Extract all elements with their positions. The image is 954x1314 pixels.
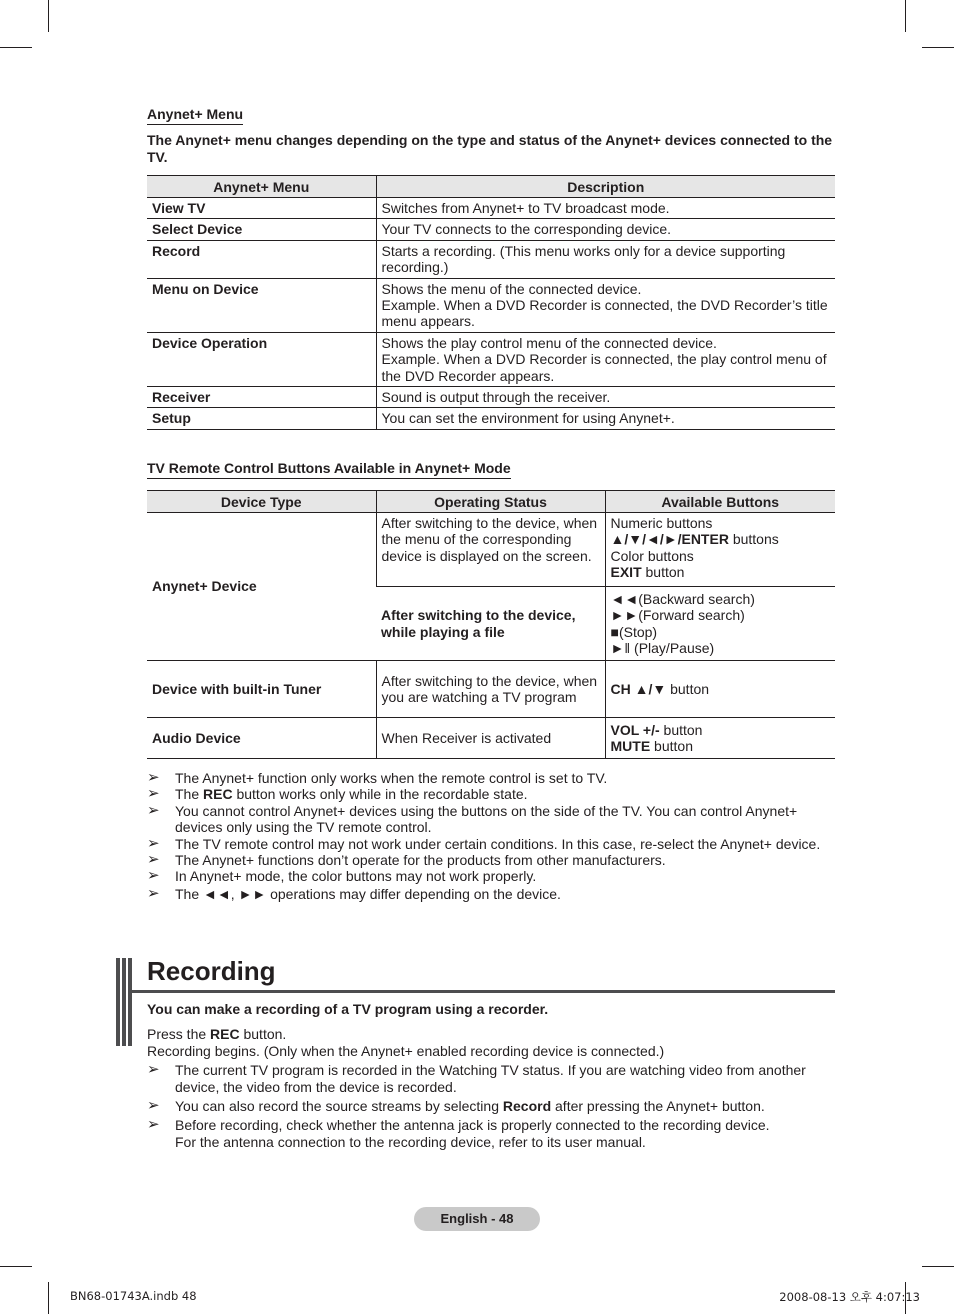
menu-item-name: Select Device [147,219,376,240]
rec-button-label: REC [210,1026,240,1042]
note-arrow-icon: ➢ [147,851,160,869]
note-text: after pressing the Anynet+ button. [551,1098,765,1114]
menu-item-description: You can set the environment for using Anynet+. [376,408,835,429]
menu-item-description: Your TV connects to the corresponding device. [376,219,835,240]
description-line: Example. When a DVD Recorder is connected, the play control menu of the DVD Recorder appears. [381,351,827,384]
arrow-buttons-label: ▲/▼/◄/►/ [610,531,682,548]
note-item [147,770,837,786]
enter-button-label: ENTER [681,531,729,548]
page-number-badge: English - 48 [414,1207,540,1231]
button-line: Color buttons [610,547,694,564]
recording-notes-list [147,1062,837,1150]
table-row [147,240,835,278]
button-suffix: button [650,738,693,754]
crop-mark [922,47,954,48]
anynet-menu-intro: The Anynet+ menu changes depending on the type and status of the Anynet+ devices connected to the TV. [147,132,833,165]
menu-item-description: Switches from Anynet+ to TV broadcast mode. [376,198,835,219]
footer-file-label: BN68-01743A.indb 48 [70,1289,197,1303]
remote-buttons-table [147,490,835,759]
table-row [147,332,835,386]
device-type: Device with built-in Tuner [147,661,376,718]
ch-button-label: CH ▲/▼ [610,680,667,697]
description-line: Example. When a DVD Recorder is connected, the DVD Recorder’s title menu appears. [381,297,828,330]
note-text: You cannot control Anynet+ devices using the buttons on the side of the TV. You can control Anynet+ devices only using the TV remote control. [175,802,798,836]
button-suffix: button [666,680,710,697]
recording-subtitle: You can make a recording of a TV program using a recorder. [147,1001,549,1017]
table-row [147,198,835,219]
note-item [147,1062,837,1095]
operating-status: After switching to the device, when the menu of the corresponding device is displayed on the screen. [376,513,605,587]
note-text: For the antenna connection to the recording device, refer to its user manual. [175,1133,646,1150]
note-item [147,803,837,836]
description-line: Shows the play control menu of the connected device. [381,334,717,351]
note-item [147,852,837,868]
note-item [147,868,837,884]
menu-item-name: Record [147,240,376,278]
remote-buttons-heading: TV Remote Control Buttons Available in Anynet+ Mode [147,460,511,479]
mute-button-label: MUTE [610,738,651,754]
menu-item-name: Receiver [147,387,376,408]
note-item [147,886,837,902]
table-row [147,219,835,240]
body-text: Press the [147,1026,211,1042]
crop-mark [48,1282,49,1314]
column-header: Operating Status [376,491,605,513]
footer-timestamp: 2008-08-13 오후 4:07:13 [779,1290,920,1304]
button-suffix: button [641,564,685,581]
available-buttons [605,718,835,759]
note-text: The Anynet+ function only works when the remote control is set to TV. [175,770,608,786]
operating-status: When Receiver is activated [376,718,605,759]
menu-item-description: Sound is output through the receiver. [376,387,835,408]
crop-mark [0,47,32,48]
note-text: The current TV program is recorded in the Watching TV status. If you are watching video from another device, the video from the device is recorded. [175,1062,806,1095]
operating-status: After switching to the device, when you are watching a TV program [376,661,605,718]
note-text: button works only while in the recordable state. [232,786,528,803]
note-arrow-icon: ➢ [147,1061,160,1078]
note-arrow-icon: ➢ [147,884,160,902]
note-arrow-icon: ➢ [147,834,160,852]
menu-item-name: Setup [147,408,376,429]
menu-item-name: Menu on Device [147,278,376,332]
record-menu-label: Record [502,1098,552,1114]
vol-button-label: VOL +/- [610,721,660,738]
button-line: ◄◄(Backward search) [610,590,755,607]
table-row [147,387,835,408]
note-arrow-icon: ➢ [147,1116,160,1134]
menu-item-name: Device Operation [147,332,376,386]
button-line: ■(Stop) [610,623,658,640]
anynet-menu-table [147,175,835,430]
table-header-row [147,176,835,198]
button-line [611,531,831,547]
button-line: Numeric buttons [610,515,713,531]
table-row [147,408,835,429]
button-line [611,564,831,580]
device-type: Audio Device [147,718,376,759]
menu-item-description: Starts a recording. (This menu works only for a device supporting recording.) [376,240,835,278]
button-suffix: buttons [728,531,779,548]
crop-mark [0,1266,32,1267]
rec-button-label: REC [203,786,233,803]
column-header: Description [376,176,835,198]
crop-mark [922,1266,954,1267]
note-text: The [175,786,204,803]
button-line [611,738,831,754]
operating-status: After switching to the device, while playing a file [376,587,605,661]
title-rule [132,990,835,993]
recording-title: Recording [147,956,276,986]
button-suffix: button [659,721,703,738]
note-text: The ◄◄, ►► operations may differ depending on the device. [175,885,561,902]
note-arrow-icon: ➢ [147,801,160,819]
crop-mark [905,0,906,32]
body-line [147,1026,837,1043]
button-line: ►ǁ (Play/Pause) [610,639,715,656]
description-line: Shows the menu of the connected device. [381,280,642,297]
available-buttons [605,513,835,587]
button-line: ►►(Forward search) [610,607,745,624]
note-text: The Anynet+ functions don’t operate for the products from other manufacturers. [175,852,666,869]
column-header: Device Type [147,491,376,513]
exit-button-label: EXIT [610,564,642,581]
notes-list [147,770,837,902]
note-item [147,1117,837,1150]
note-arrow-icon: ➢ [147,867,160,885]
table-row [147,513,835,587]
menu-item-description [376,278,835,332]
available-buttons [605,661,835,718]
anynet-menu-heading: Anynet+ Menu [147,106,243,125]
note-arrow-icon: ➢ [147,785,160,803]
table-row [147,278,835,332]
table-header-row [147,491,835,513]
note-arrow-icon: ➢ [147,1097,160,1114]
device-type: Anynet+ Device [147,513,376,661]
note-item [147,1098,837,1114]
section-marker-bar [116,958,132,1046]
table-row [147,661,835,718]
body-line: Recording begins. (Only when the Anynet+ enabled recording device is connected.) [147,1043,665,1059]
column-header: Anynet+ Menu [147,176,376,198]
button-line [611,722,831,738]
menu-item-description [376,332,835,386]
note-arrow-icon: ➢ [147,769,160,786]
column-header: Available Buttons [605,491,835,513]
menu-item-name: View TV [147,198,376,219]
recording-body [147,1026,837,1150]
note-text: In Anynet+ mode, the color buttons may not work properly. [175,868,537,885]
note-item [147,836,837,852]
note-text: You can also record the source streams by selecting [175,1098,503,1114]
note-text: Before recording, check whether the antenna jack is properly connected to the recording device. [175,1117,770,1134]
crop-mark [48,0,49,32]
available-buttons [605,587,835,661]
note-item [147,786,837,802]
body-text: button. [239,1026,287,1042]
table-row [147,718,835,759]
note-text: The TV remote control may not work under certain conditions. In this case, re-select the Anynet+ device. [175,835,821,852]
